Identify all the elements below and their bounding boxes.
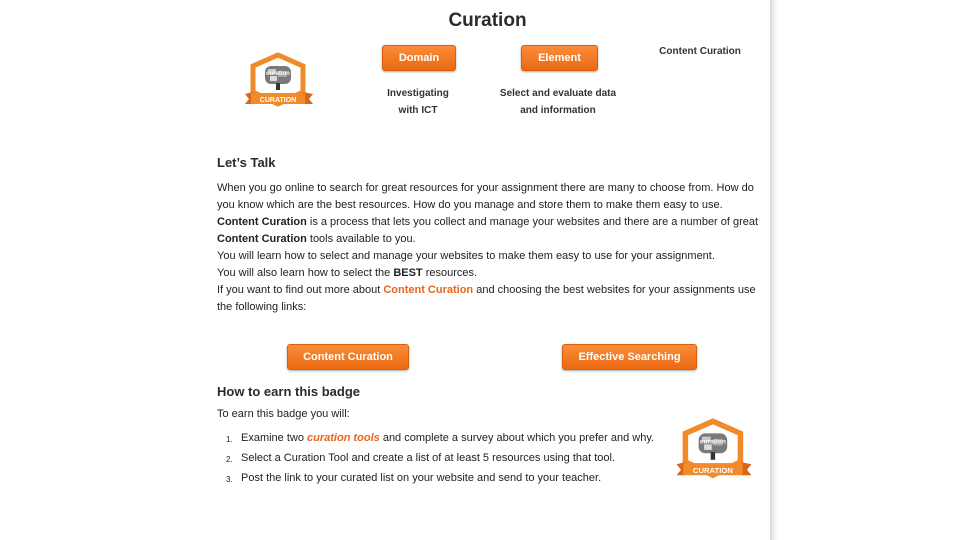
element-value-line2: and information [520, 105, 596, 116]
paragraph-2 [217, 214, 762, 248]
text: and choosing the best websites for your assignments use the following links: [217, 284, 756, 313]
step-number: 1. [226, 435, 233, 444]
bold-term: Content Curation [217, 216, 307, 228]
content-curation-link[interactable]: Content Curation [383, 284, 474, 296]
element-value [490, 85, 626, 119]
domain-value [368, 85, 468, 119]
text: Post the link to your curated list on your website and send to your teacher. [241, 472, 602, 484]
domain-button[interactable]: Domain [382, 45, 456, 71]
curation-badge-icon [676, 418, 752, 484]
step-number: 2. [226, 455, 233, 464]
list-item [217, 450, 667, 467]
text: is a process that lets you collect and manage your websites and there are a number of great [306, 216, 759, 228]
bold-term: BEST [393, 267, 423, 279]
element-value-line1: Select and evaluate data [499, 88, 617, 99]
text: Examine two [241, 432, 308, 444]
domain-value-line2: with ICT [398, 105, 438, 116]
content-curation-label: Content Curation [659, 46, 741, 57]
curation-tools-link[interactable]: curation tools [307, 432, 380, 444]
step-number: 3. [226, 475, 233, 484]
lets-talk-body [217, 180, 762, 316]
earn-steps-list [217, 430, 667, 490]
text: resources. [422, 267, 478, 279]
text: Select a Curation Tool and create a list of at least 5 resources using that tool. [241, 452, 616, 464]
element-button[interactable]: Element [521, 45, 598, 71]
badge-ribbon-text: CURATION [692, 466, 733, 475]
list-item [217, 430, 667, 447]
paragraph-4 [217, 265, 762, 282]
curation-badge-icon [245, 52, 313, 112]
badge-word: curation [266, 71, 290, 77]
paragraph-5 [217, 282, 762, 316]
effective-searching-button[interactable]: Effective Searching [562, 344, 697, 370]
earn-badge-heading: How to earn this badge [217, 384, 361, 399]
lets-talk-heading: Let’s Talk [217, 155, 276, 170]
text: You will also learn how to select the [217, 267, 394, 279]
paragraph-1: When you go online to search for great resources for your assignment there are many to choose from. How do you know which are the best resources. How do you manage and store them to make them easy to use. [217, 182, 754, 211]
text: and complete a survey about which you prefer and why. [379, 432, 655, 444]
list-item [217, 470, 667, 487]
content-curation-button[interactable]: Content Curation [287, 344, 409, 370]
text: tools available to you. [306, 233, 416, 245]
bold-term: Content Curation [217, 233, 307, 245]
badge-word: curation [699, 438, 726, 446]
page-edge-shadow [770, 0, 778, 540]
page-title: Curation [448, 10, 527, 31]
earn-intro: To earn this badge you will: [217, 408, 350, 420]
domain-value-line1: Investigating [387, 88, 449, 99]
paragraph-3: You will learn how to select and manage your websites to make them easy to use for your assignment. [217, 250, 715, 262]
badge-ribbon-text: CURATION [259, 97, 297, 104]
text: If you want to find out more about [217, 284, 384, 296]
